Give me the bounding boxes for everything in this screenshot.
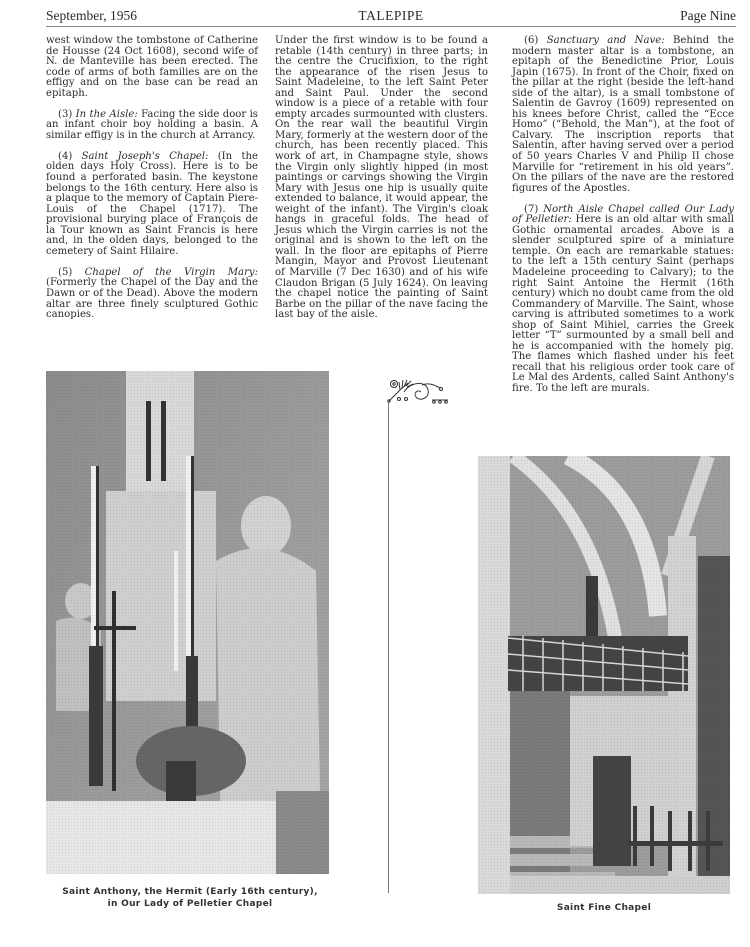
photo-saint-fine-chapel [478,456,730,894]
caption-left-photo: Saint Anthony, the Hermit (Early 16th century), in Our Lady of Pelletier Chapel [62,887,318,909]
publication-title: TALEPIPE [358,8,424,23]
caption-right-photo: Saint Fine Chapel [556,903,652,913]
issue-date: September, 1956 [46,8,137,23]
paragraph-chapel-virgin-mary: (5) Chapel of the Virgin Mary: (Formerly the Chapel of the Day and the Dawn or of the Dead). Above the modern altar are three finely sculptured Gothic canopies. [46,266,258,321]
paragraph-saint-josephs-chapel: (4) Saint Joseph's Chapel: (In the olden days Holy Cross). Here is to be found a perforated basin. The keystone belongs to the 16th century. Here also is a plaque to the memory of Captain Piere-Louis of the Chapel (1717). The provisional burying place of François de la Tour known as Saint Francis is here and, in the olden days, belonged to the cemetery of Saint Hilaire. [46,150,258,257]
paragraph-sanctuary-and-nave: (6) Sanctuary and Nave: Behind the modern master altar is a tombstone, an epitaph of the Benedictine Prior, Louis Japin (1675). In front of the Choir, fixed on the pillar at the right (beside the left-hand side of the altar), is a small tombstone of Salentin de Gavroy (1609) represented on his knees before Christ, called the “Ecce Homo” (“Behold, the Man”), at the foot of Calvary. The inscription reports that Salentin, after having served over a period of 50 years Charles V and Philip II chose Marville for “retirement in his old years”. On the pillars of the nave are the restored figures of the Apostles. [512,35,734,194]
column-divider [388,401,389,893]
section-label: Chapel of the Virgin Mary: [84,266,258,278]
text-column-3 [512,36,734,405]
section-label: Sanctuary and Nave: [546,35,665,46]
section-label: Saint Joseph's Chapel: [81,150,209,162]
altar-photo-illustration [46,371,329,874]
scroll-ornament-icon [380,370,450,410]
text-column-2 [275,36,488,331]
section-label: In the Aisle: [75,108,138,120]
page-number: Page Nine [680,8,736,23]
page-header [46,6,736,27]
section-label: North Aisle Chapel called Our Lady of Pelletier: [512,203,735,226]
paragraph: Under the first window is to be found a retable (14th century) in three parts; in the centre the Crucifixion, to the right the appearance of the risen Jesus to Saint Madeleine, to the left Saint Peter and Saint Paul. Under the second window is a piece of a retable with four empty arcades surmounted with clusters. On the rear wall the beautiful Virgin Mary, formerly at the western door of the church, has been recently placed. This work of art, in Champagne style, shows the Virgin only slightly hipped (in most paintings or carvings showing the Virgin Mary with Jesus one hip is usually quite extended to balance, it would appear, the weight of the infant). The Virgin's cloak hangs in graceful folds. The head of Jesus which the Virgin carries is not the original and is shown to the left on the wall. In the floor are epitaphs of Pierre Mangin, Mayor and Provost Lieutenant of Marville (7 Dec 1630) and of his wife Claudon Brigan (5 July 1624). On leaving the chapel notice the painting of Saint Barbe on the pillar of the nave facing the last bay of the aisle. [275,35,488,321]
photo-saint-anthony [46,371,329,874]
paragraph: west window the tombstone of Catherine de Housse (24 Oct 1608), second wife of N. de Manteville has been erected. The code of arms of both families are on the effigy and on the base can be read an epitaph. [46,35,258,99]
paragraph-in-the-aisle: (3) In the Aisle: Facing the side door is an infant choir boy holding a basin. A similar effigy is in the church at Arrancy. [46,108,258,141]
chapel-photo-illustration [478,456,730,894]
text-column-1 [46,36,258,331]
paragraph-north-aisle-chapel: (7) North Aisle Chapel called Our Lady of Pelletier: Here is an old altar with small Gothic ornamental arcades. Above is a slender sculptured spire of a miniature temple. On each are remarkable statues: to the left a 15th century Saint (perhaps Madeleine proceeding to Calvary); to the right Saint Antoine the Hermit (16th century) which no doubt came from the old Commandery of Marville. The Saint, whose carving is attributed sometimes to a work shop of Saint Mihiel, carries the Greek letter “T” surmounted by a small bell and he is accompanied with the homely pig. The flames which flashed under his feet recall that his religious order took care of Le Mal des Ardents, called Saint Anthony's fire. To the left are murals. [512,203,735,394]
